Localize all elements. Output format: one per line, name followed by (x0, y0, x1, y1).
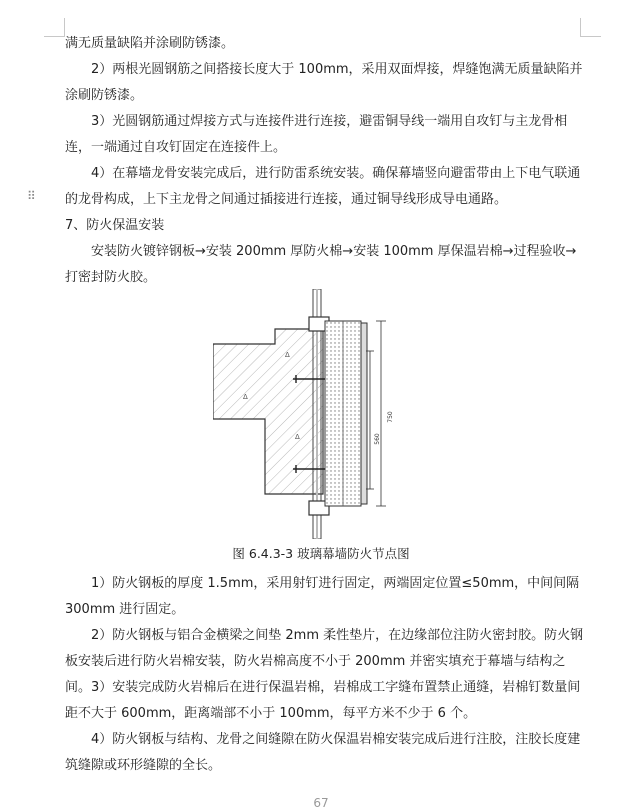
section-heading-7: 7、防火保温安装 (65, 218, 165, 233)
paragraph-item-3: 3）光圆钢筋通过焊接方式与连接件进行连接，避雷铜导线一端用自攻钉与主龙骨相连，一端通过自攻钉固定在连接件上。 (65, 114, 568, 155)
figure-caption: 图 6.4.3-3 玻璃幕墙防火节点图 (232, 546, 410, 561)
dimension-lines (366, 321, 386, 506)
paragraph-fire-plate-3: 3）安装完成防火岩棉后在进行保温岩棉，岩棉成工字缝布置禁止通缝，岩棉钉数量间距不大于 600mm，距离端部不小于 100mm，每平方米不少于 6 个。 (65, 680, 581, 721)
svg-text:Δ: Δ (243, 393, 248, 401)
paragraph-install-sequence: 安装防火镀锌钢板→安装 200mm 厚防火棉→安装 100mm 厚保温岩棉→过程验收→打密封防火胶。 (65, 244, 577, 285)
outer-cladding (361, 323, 367, 504)
paragraph-item-4: 4）在幕墙龙骨安装完成后，进行防雷系统安装。确保幕墙竖向避雷带由上下电气联通的龙骨构成，上下主龙骨之间通过插接进行连接，通过铜导线形成导电通路。 (65, 166, 581, 207)
svg-text:Δ: Δ (285, 351, 290, 359)
crop-mark-top-left (44, 18, 65, 37)
paragraph-fire-plate-2: 2）防火钢板与铝合金横梁之间垫 2mm 柔性垫片，在边缘部位注防火密封胶。防火钢板安装后进行防火岩棉安装，防火岩棉高度不小于 200mm 并密实填充于幕墙与结构之间。 (65, 628, 584, 695)
drag-handle-icon[interactable]: ⠿ (27, 189, 37, 203)
paragraph-fire-plate-1: 1）防火钢板的厚度 1.5mm，采用射钉进行固定，两端固定位置≤50mm，中间间隔 300mm 进行固定。 (65, 576, 580, 617)
svg-text:Δ: Δ (295, 433, 300, 441)
fire-protection-node-drawing (213, 289, 413, 539)
dimension-750: 750 (387, 411, 394, 423)
paragraph-continued: 满无质量缺陷并涂刷防锈漆。 (65, 36, 235, 51)
paragraph-item-2: 2）两根光圆钢筋之间搭接长度大于 100mm，采用双面焊接，焊缝饱满无质量缺陷并涂刷防锈漆。 (65, 62, 583, 103)
dimension-560: 560 (374, 433, 381, 445)
paragraph-fire-plate-4: 4）防火钢板与结构、龙骨之间缝隙在防火保温岩棉安装完成后进行注胶，注胶长度建筑缝隙或环形缝隙的全长。 (65, 732, 581, 773)
page-number: 67 (313, 796, 329, 810)
